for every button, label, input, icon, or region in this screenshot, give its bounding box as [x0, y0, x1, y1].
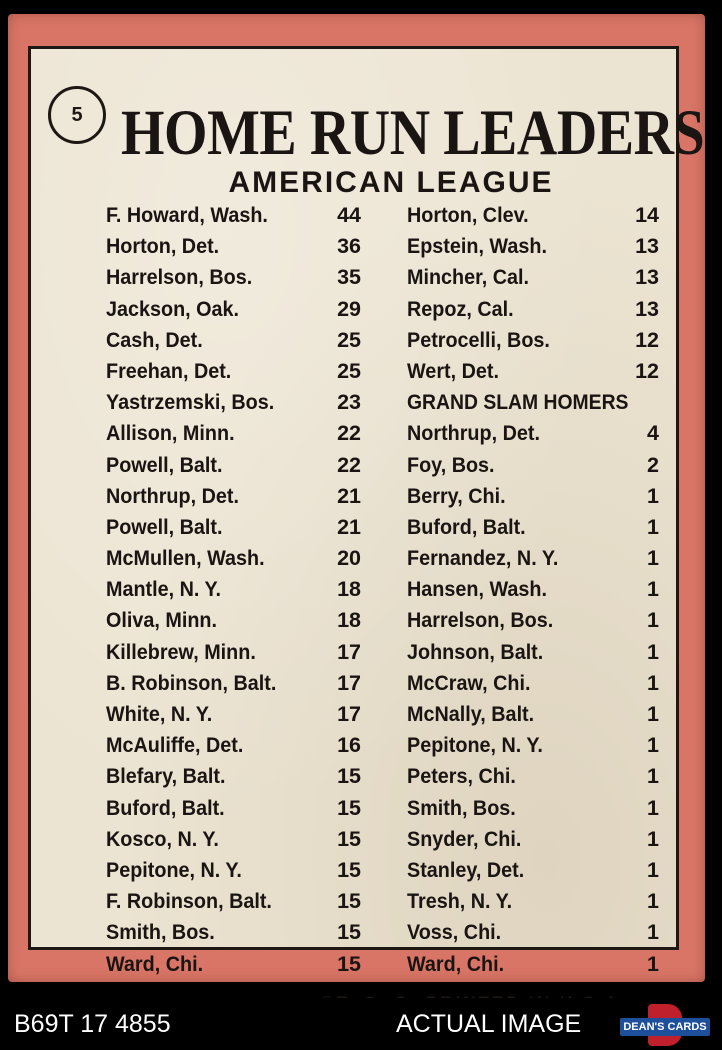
trading-card-back: [8, 14, 705, 982]
leader-row: [106, 200, 361, 231]
grand-slam-row: [407, 949, 659, 980]
home-run-count: 1: [647, 608, 659, 633]
actual-image-label: ACTUAL IMAGE: [396, 1010, 582, 1038]
home-run-count: 18: [337, 577, 361, 602]
leader-row: [106, 481, 361, 512]
leader-row: [106, 824, 361, 855]
player-name: Epstein, Wash.: [407, 234, 547, 259]
player-name: Allison, Minn.: [106, 421, 235, 446]
home-run-count: 25: [337, 358, 361, 383]
grand-slam-row: [407, 418, 659, 449]
player-name: Tresh, N. Y.: [407, 889, 513, 914]
player-name: Blefary, Balt.: [106, 764, 226, 789]
home-run-count: 1: [647, 670, 659, 695]
home-run-count: 35: [337, 265, 361, 290]
home-run-count: 12: [635, 358, 659, 383]
leader-row: [407, 356, 659, 387]
card-number: 5: [71, 103, 83, 126]
leader-row: [106, 668, 361, 699]
leader-row: [106, 262, 361, 293]
player-name: Horton, Det.: [106, 234, 220, 259]
home-run-count: 21: [337, 514, 361, 539]
grand-slam-row: [407, 824, 659, 855]
leader-row: [407, 262, 659, 293]
leader-row: [106, 793, 361, 824]
grand-slam-row: [407, 668, 659, 699]
leader-row: [106, 761, 361, 792]
home-run-count: 17: [337, 639, 361, 664]
grand-slam-row: [407, 793, 659, 824]
leader-row: [106, 730, 361, 761]
leaders-column-right: [407, 200, 659, 980]
player-name: Berry, Chi.: [407, 483, 506, 508]
grand-slam-row: [407, 761, 659, 792]
home-run-count: 1: [647, 483, 659, 508]
player-name: Freehan, Det.: [106, 358, 232, 383]
grand-slam-row: [407, 512, 659, 543]
player-name: Powell, Balt.: [106, 514, 223, 539]
home-run-count: 1: [647, 826, 659, 851]
home-run-count: 13: [635, 296, 659, 321]
player-name: Wert, Det.: [407, 358, 499, 383]
leaders-column-left: [106, 200, 361, 980]
home-run-count: 25: [337, 327, 361, 352]
player-name: Northrup, Det.: [106, 483, 239, 508]
player-name: F. Robinson, Balt.: [106, 889, 272, 914]
leader-row: [106, 543, 361, 574]
leader-row: [106, 231, 361, 262]
player-name: McCraw, Chi.: [407, 670, 531, 695]
home-run-count: 15: [337, 764, 361, 789]
player-name: Pepitone, N. Y.: [106, 857, 242, 882]
leader-row: [106, 294, 361, 325]
leader-row: [106, 512, 361, 543]
player-name: Hansen, Wash.: [407, 577, 547, 602]
home-run-count: 1: [647, 889, 659, 914]
home-run-count: 12: [635, 327, 659, 352]
home-run-count: 22: [337, 421, 361, 446]
home-run-count: 18: [337, 608, 361, 633]
home-run-count: 14: [635, 203, 659, 227]
grand-slam-row: [407, 481, 659, 512]
home-run-count: 1: [647, 951, 659, 976]
leader-row: [106, 418, 361, 449]
home-run-count: 1: [647, 546, 659, 571]
player-name: Ward, Chi.: [407, 951, 505, 976]
player-name: Snyder, Chi.: [407, 826, 522, 851]
player-name: Petrocelli, Bos.: [407, 327, 550, 352]
home-run-count: 4: [647, 421, 659, 446]
player-name: Johnson, Balt.: [407, 639, 544, 664]
player-name: Harrelson, Bos.: [106, 265, 253, 290]
leader-row: [106, 886, 361, 917]
home-run-count: 15: [337, 889, 361, 914]
home-run-count: 1: [647, 514, 659, 539]
home-run-count: 22: [337, 452, 361, 477]
home-run-count: 15: [337, 826, 361, 851]
home-run-count: 17: [337, 702, 361, 726]
home-run-count: 1: [647, 764, 659, 789]
player-name: Voss, Chi.: [407, 920, 502, 945]
player-name: Yastrzemski, Bos.: [106, 390, 275, 415]
league-subtitle: AMERICAN LEAGUE: [228, 166, 554, 199]
leader-row: [106, 387, 361, 418]
player-name: McMullen, Wash.: [106, 546, 265, 571]
logo-text: DEAN'S CARDS: [620, 1018, 710, 1036]
leader-row: [106, 574, 361, 605]
grand-slam-row: [407, 605, 659, 636]
grand-slam-row: [407, 917, 659, 948]
leader-row: [407, 200, 659, 231]
player-name: Jackson, Oak.: [106, 296, 240, 321]
home-run-count: 15: [337, 951, 361, 976]
grand-slam-row: [407, 699, 659, 730]
leader-row: [106, 949, 361, 980]
home-run-count: 1: [647, 857, 659, 882]
player-name: Oliva, Minn.: [106, 608, 218, 633]
grand-slam-row: [407, 543, 659, 574]
player-name: Smith, Bos.: [407, 795, 516, 820]
leader-row: [407, 231, 659, 262]
home-run-count: 1: [647, 577, 659, 602]
player-name: Horton, Clev.: [407, 203, 529, 227]
leader-row: [407, 294, 659, 325]
leader-row: [407, 325, 659, 356]
home-run-count: 15: [337, 795, 361, 820]
player-name: Buford, Balt.: [106, 795, 225, 820]
leader-row: [106, 450, 361, 481]
player-name: Mincher, Cal.: [407, 265, 530, 290]
leader-row: [106, 637, 361, 668]
leader-row: [106, 325, 361, 356]
player-name: Pepitone, N. Y.: [407, 733, 543, 758]
card-number-badge: [48, 86, 106, 144]
home-run-count: 2: [647, 452, 659, 477]
grand-slam-row: [407, 637, 659, 668]
player-name: Kosco, N. Y.: [106, 826, 219, 851]
player-name: McNally, Balt.: [407, 702, 535, 726]
player-name: Ward, Chi.: [106, 951, 204, 976]
home-run-count: 15: [337, 857, 361, 882]
home-run-count: 1: [647, 733, 659, 758]
player-name: Smith, Bos.: [106, 920, 215, 945]
player-name: Stanley, Det.: [407, 857, 525, 882]
grand-slam-row: [407, 730, 659, 761]
player-name: F. Howard, Wash.: [106, 203, 268, 227]
card-title: HOME RUN LEADERS: [121, 97, 705, 169]
grand-slam-heading: [407, 387, 659, 418]
home-run-count: 36: [337, 234, 361, 259]
home-run-count: 15: [337, 920, 361, 945]
home-run-count: 29: [337, 296, 361, 321]
grand-slam-row: [407, 574, 659, 605]
player-name: Peters, Chi.: [407, 764, 516, 789]
player-name: B. Robinson, Balt.: [106, 670, 277, 695]
grand-slam-row: [407, 855, 659, 886]
player-name: Foy, Bos.: [407, 452, 495, 477]
player-name: Repoz, Cal.: [407, 296, 514, 321]
player-name: Harrelson, Bos.: [407, 608, 554, 633]
player-name: Powell, Balt.: [106, 452, 223, 477]
leader-row: [106, 917, 361, 948]
player-name: Buford, Balt.: [407, 514, 526, 539]
leader-row: [106, 855, 361, 886]
home-run-count: 1: [647, 795, 659, 820]
home-run-count: 20: [337, 546, 361, 571]
player-name: McAuliffe, Det.: [106, 733, 244, 758]
home-run-count: 13: [635, 234, 659, 259]
leader-row: [106, 699, 361, 730]
player-name: Fernandez, N. Y.: [407, 546, 559, 571]
home-run-count: 13: [635, 265, 659, 290]
home-run-count: 17: [337, 670, 361, 695]
grand-slam-row: [407, 450, 659, 481]
card-id-label: B69T 17 4855: [14, 1010, 171, 1038]
home-run-count: 21: [337, 483, 361, 508]
player-name: GRAND SLAM HOMERS: [407, 390, 629, 415]
player-name: Northrup, Det.: [407, 421, 540, 446]
leader-row: [106, 356, 361, 387]
player-name: Killebrew, Minn.: [106, 639, 256, 664]
grand-slam-row: [407, 886, 659, 917]
player-name: White, N. Y.: [106, 702, 213, 726]
home-run-count: 16: [337, 733, 361, 758]
player-name: Mantle, N. Y.: [106, 577, 222, 602]
leader-row: [106, 605, 361, 636]
home-run-count: 23: [337, 390, 361, 415]
home-run-count: 44: [337, 203, 361, 227]
home-run-count: 1: [647, 920, 659, 945]
player-name: Cash, Det.: [106, 327, 203, 352]
deans-cards-logo: [618, 1004, 712, 1046]
home-run-count: 1: [647, 639, 659, 664]
card-stock-panel: [28, 46, 705, 976]
home-run-count: 1: [647, 702, 659, 726]
